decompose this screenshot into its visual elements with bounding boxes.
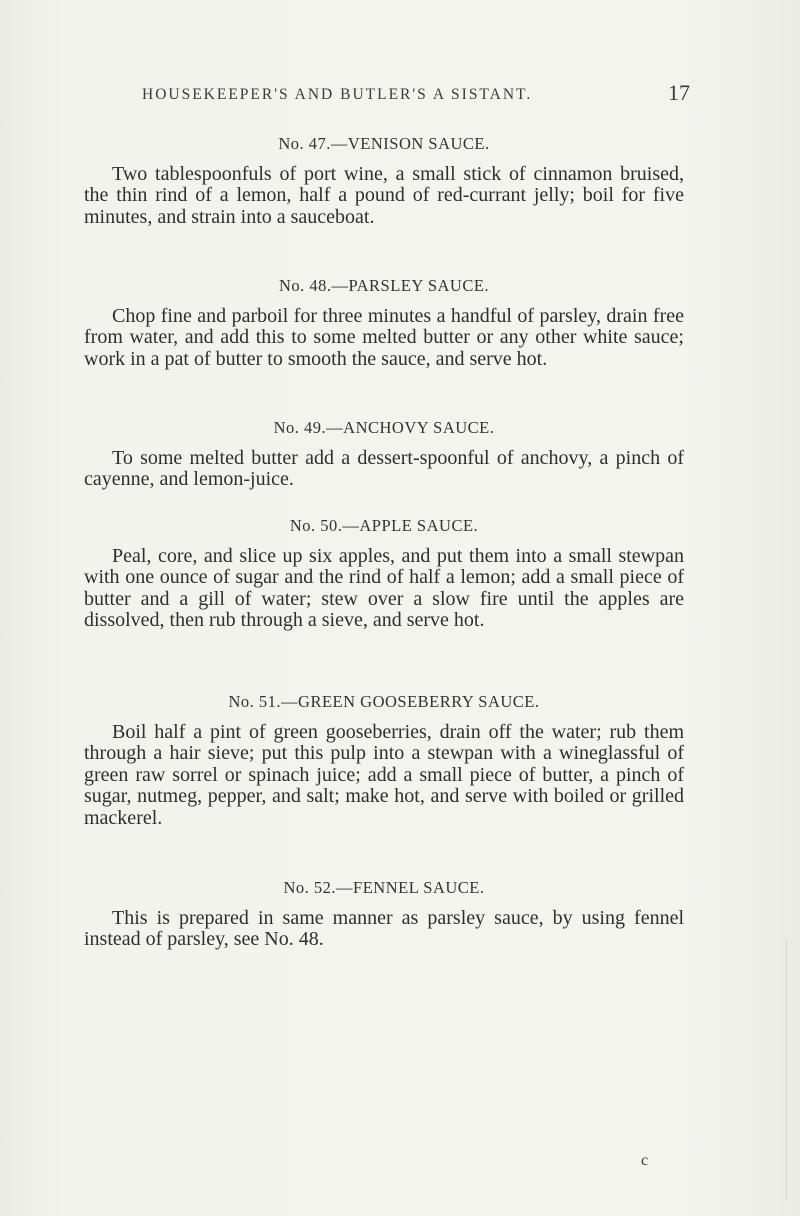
recipe-heading: No. 50.—APPLE SAUCE.	[289, 516, 479, 535]
recipe-parsley-sauce	[84, 276, 684, 370]
recipe-heading: No. 48.—PARSLEY SAUCE.	[278, 276, 490, 295]
recipe-body: To some melted butter add a dessert-spoonful of anchovy, a pinch of cayenne, and lemon-juice.	[84, 447, 684, 491]
recipe-body: Chop fine and parboil for three minutes a handful of parsley, drain free from water, and add this to some melted butter or any other white sauce; work in a pat of butter to smooth the sauce, and serve hot.	[84, 305, 684, 370]
recipe-heading: No. 51.—GREEN GOOSEBERRY SAUCE.	[228, 692, 540, 711]
page-number: 17	[668, 80, 690, 105]
recipe-green-gooseberry-sauce	[84, 692, 684, 829]
recipe-heading: No. 52.—FENNEL SAUCE.	[283, 878, 485, 897]
recipe-body: Peal, core, and slice up six apples, and put them into a small stewpan with one ounce of sugar and the rind of half a lemon; add a small piece of butter and a gill of water; stew over a slow fire until the apples are dissolved, then rub through a sieve, and serve hot.	[84, 545, 684, 632]
recipe-apple-sauce	[84, 516, 684, 632]
signature-mark: c	[641, 1152, 649, 1169]
running-head: HOUSEKEEPER'S AND BUTLER'S A SISTANT.	[142, 86, 533, 103]
recipe-anchovy-sauce	[84, 418, 684, 491]
recipe-heading: No. 47.—VENISON SAUCE.	[278, 134, 490, 153]
recipe-fennel-sauce	[84, 878, 684, 951]
recipe-body: Boil half a pint of green gooseberries, drain off the water; rub them through a hair sieve; put this pulp into a stewpan with a wineglassful of green raw sorrel or spinach juice; add a small piece of butter, a pinch of sugar, nutmeg, pepper, and salt; make hot, and serve with boiled or grilled mackerel.	[84, 721, 684, 829]
recipe-heading: No. 49.—ANCHOVY SAUCE.	[273, 418, 495, 437]
recipe-body: Two tablespoonfuls of port wine, a small stick of cinnamon bruised, the thin rind of a lemon, half a pound of red-currant jelly; boil for five minutes, and strain into a sauceboat.	[84, 163, 684, 228]
page-edge-line	[786, 940, 787, 1200]
recipe-body: This is prepared in same manner as parsley sauce, by using fennel instead of parsley, see No. 48.	[84, 907, 684, 951]
recipe-venison-sauce	[84, 134, 684, 228]
